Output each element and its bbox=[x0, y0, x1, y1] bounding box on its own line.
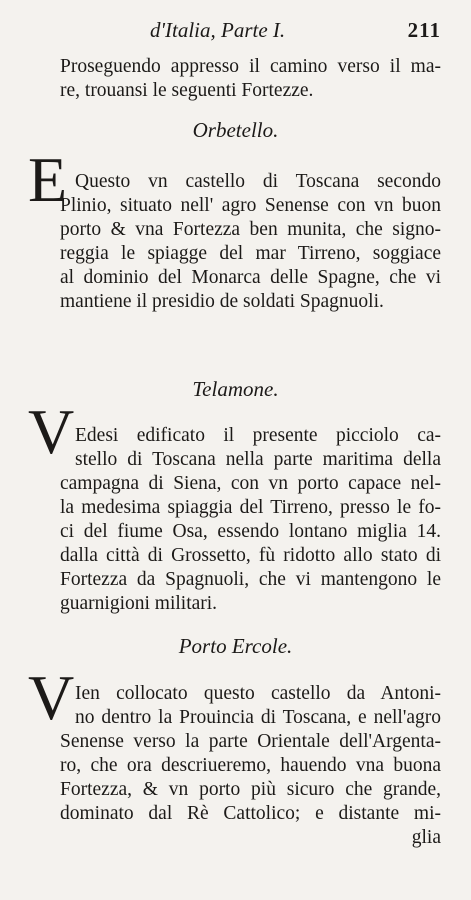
section-heading-telamone: Telamone. bbox=[192, 377, 279, 401]
body-line: campagna di Siena, con vn porto capace nel- bbox=[60, 473, 441, 494]
drop-cap: E bbox=[28, 144, 68, 215]
body-line: stello di Toscana nella parte maritima della bbox=[75, 449, 441, 470]
drop-cap: V bbox=[28, 662, 75, 733]
intro-line: Proseguendo appresso il camino verso il ma- bbox=[60, 56, 441, 77]
body-line: Fortezza da Spagnuoli, che vi mantengono le bbox=[60, 569, 441, 590]
section-heading-porto-ercole: Porto Ercole. bbox=[178, 634, 293, 658]
body-line: reggia le spiagge del mar Tirreno, soggiace bbox=[60, 243, 441, 264]
body-line: Questo vn castello di Toscana secondo bbox=[75, 171, 441, 192]
section-heading-orbetello: Orbetello. bbox=[192, 118, 279, 142]
body-line: Fortezza, & vn porto più sicuro che grande, bbox=[60, 779, 441, 800]
body-line: la medesima spiaggia del Tirreno, presso le fo- bbox=[60, 497, 441, 518]
running-title: d'Italia, Parte I. bbox=[150, 18, 286, 42]
body-line: al dominio del Monarca delle Spagne, che vi bbox=[60, 267, 441, 288]
body-line: dominato dal Rè Cattolico; e distante mi- bbox=[60, 803, 441, 824]
body-line: no dentro la Prouincia di Toscana, e nell'agro bbox=[75, 707, 441, 728]
body-line: Edesi edificato il presente picciolo ca- bbox=[75, 425, 441, 446]
running-header bbox=[150, 18, 441, 43]
body-line: ci del fiume Osa, essendo lontano miglia 14. bbox=[60, 521, 441, 542]
body-line: dalla città di Grossetto, fù ridotto allo stato di bbox=[60, 545, 441, 566]
page-number: 211 bbox=[407, 18, 441, 42]
drop-cap: V bbox=[28, 396, 75, 467]
catchword: glia bbox=[411, 827, 441, 848]
body-line: porto & vna Fortezza ben munita, che signo- bbox=[60, 219, 441, 240]
body-line: Ien collocato questo castello da Antoni- bbox=[75, 683, 441, 704]
body-line: ro, che ora descriueremo, hauendo vna buona bbox=[60, 755, 441, 776]
body-line: guarnigioni militari. bbox=[60, 593, 218, 614]
body-line: Senense verso la parte Orientale dell'Argenta- bbox=[60, 731, 441, 752]
body-line: Plinio, situato nell' agro Senense con vn buon bbox=[60, 195, 441, 216]
body-line: mantiene il presidio de soldati Spagnuoli. bbox=[60, 291, 384, 312]
intro-line: re, trouansi le seguenti Fortezze. bbox=[60, 80, 314, 101]
